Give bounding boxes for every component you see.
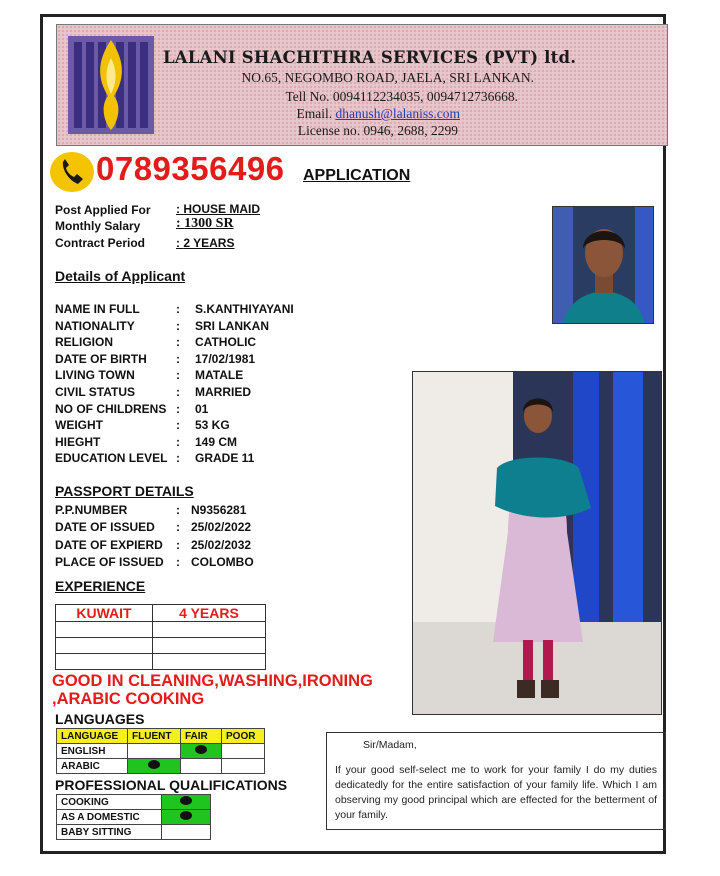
post-label: Post Applied For	[55, 203, 151, 217]
email-label: Email.	[296, 106, 333, 121]
passport-label: DATE OF EXPIERD	[55, 537, 163, 552]
detail-colon: :	[176, 401, 180, 416]
passport-label: DATE OF ISSUED	[55, 520, 155, 535]
company-license: License no. 0946, 2688, 2299	[297, 123, 458, 138]
qualifications-table	[56, 794, 211, 840]
detail-colon: :	[176, 368, 180, 383]
skills-text: GOOD IN CLEANING,WASHING,IRONING ,ARABIC COOKING	[52, 672, 373, 708]
detail-value: SRI LANKAN	[195, 318, 269, 333]
qual-domestic: AS A DOMESTIC	[57, 810, 162, 825]
cooking-mark	[162, 795, 211, 810]
english-fair-mark	[181, 744, 222, 759]
detail-value: S.KANTHIYAYANI	[195, 302, 294, 316]
phone-number: 0789356496	[96, 150, 285, 187]
domestic-mark	[162, 810, 211, 825]
detail-label: RELIGION	[55, 335, 114, 350]
detail-colon: :	[176, 385, 180, 399]
detail-colon: :	[176, 318, 180, 333]
company-logo	[68, 36, 154, 134]
detail-label: EDUCATION LEVEL	[55, 451, 168, 466]
detail-value: GRADE 11	[195, 451, 255, 466]
company-address: NO.65, NEGOMBO ROAD, JAELA, SRI LANKAN.	[241, 70, 534, 85]
company-name: LALANI SHACHITHRA SERVICES (PVT) ltd.	[163, 48, 577, 67]
passport-value: 25/02/2032	[191, 537, 252, 552]
detail-colon: :	[176, 434, 180, 449]
languages-table	[56, 728, 265, 774]
contract-label: Contract Period	[55, 236, 146, 250]
post-value: : HOUSE MAID	[176, 202, 261, 216]
detail-colon: :	[176, 335, 180, 350]
detail-label: WEIGHT	[55, 418, 103, 433]
lang-col-language: LANGUAGE	[57, 729, 128, 744]
passport-label: P.P.NUMBER	[55, 503, 128, 517]
contract-value: : 2 YEARS	[176, 236, 235, 250]
detail-colon: :	[176, 451, 180, 466]
detail-label: DATE OF BIRTH	[55, 351, 147, 366]
languages-heading: LANGUAGES	[55, 711, 145, 727]
salary-label: Monthly Salary	[55, 219, 141, 233]
passport-value: N9356281	[191, 503, 247, 517]
detail-colon: :	[176, 351, 180, 366]
passport-colon: :	[176, 503, 180, 517]
detail-value: 149 CM	[195, 434, 238, 449]
lang-col-fair: FAIR	[181, 729, 222, 744]
passport-colon: :	[176, 554, 180, 569]
lang-english: ENGLISH	[57, 744, 128, 759]
company-tel: Tell No. 0094112234035, 0094712736668.	[285, 89, 518, 104]
detail-value: 01	[195, 401, 209, 416]
passport-label: PLACE OF ISSUED	[55, 554, 164, 569]
detail-value: 53 KG	[195, 418, 230, 433]
experience-table	[55, 604, 266, 670]
experience-country: KUWAIT	[56, 605, 153, 622]
passport-colon: :	[176, 537, 180, 552]
lang-arabic: ARABIC	[57, 759, 128, 774]
passport-value: 25/02/2022	[191, 520, 252, 535]
email-link[interactable]: dhanush@lalaniss.com	[335, 106, 460, 121]
detail-label: NATIONALITY	[55, 318, 135, 333]
detail-label: NAME IN FULL	[55, 302, 140, 316]
detail-colon: :	[176, 418, 180, 433]
passport-value: COLOMBO	[191, 554, 254, 569]
detail-label: HIEGHT	[55, 434, 101, 449]
detail-label: CIVIL STATUS	[55, 385, 136, 399]
detail-label: NO OF CHILDRENS	[55, 401, 167, 416]
letter-salutation: Sir/Madam,	[363, 739, 417, 751]
detail-value: MATALE	[195, 368, 244, 383]
letter-body: If your good self-select me to work for your family I do my duties dedicatedly for the entire satisfaction of your family life. Which I am observing my good principal which are effected for the betterment of your family.	[335, 764, 657, 821]
lang-col-poor: POOR	[222, 729, 265, 744]
application-title: APPLICATION	[303, 167, 411, 184]
detail-value: 17/02/1981	[195, 351, 256, 366]
detail-value: CATHOLIC	[195, 335, 257, 350]
detail-colon: :	[176, 302, 180, 316]
applicant-photo-full	[412, 371, 662, 715]
passport-colon: :	[176, 520, 180, 535]
qual-babysitting: BABY SITTING	[57, 825, 162, 840]
lang-col-fluent: FLUENT	[128, 729, 181, 744]
detail-label: LIVING TOWN	[55, 368, 135, 383]
detail-value: MARRIED	[195, 385, 251, 399]
applicant-photo-portrait	[552, 206, 654, 324]
company-email-line	[236, 106, 460, 122]
experience-years: 4 YEARS	[153, 605, 266, 622]
qual-cooking: COOKING	[57, 795, 162, 810]
arabic-fluent-mark	[128, 759, 181, 774]
salary-value: : 1300 SR	[176, 216, 234, 231]
passport-heading: PASSPORT DETAILS	[55, 483, 194, 499]
phone-icon	[50, 152, 94, 192]
details-heading: Details of Applicant	[55, 268, 186, 284]
qualifications-heading: PROFESSIONAL QUALIFICATIONS	[55, 777, 288, 793]
experience-heading: EXPERIENCE	[55, 578, 146, 594]
cover-letter	[326, 732, 666, 830]
